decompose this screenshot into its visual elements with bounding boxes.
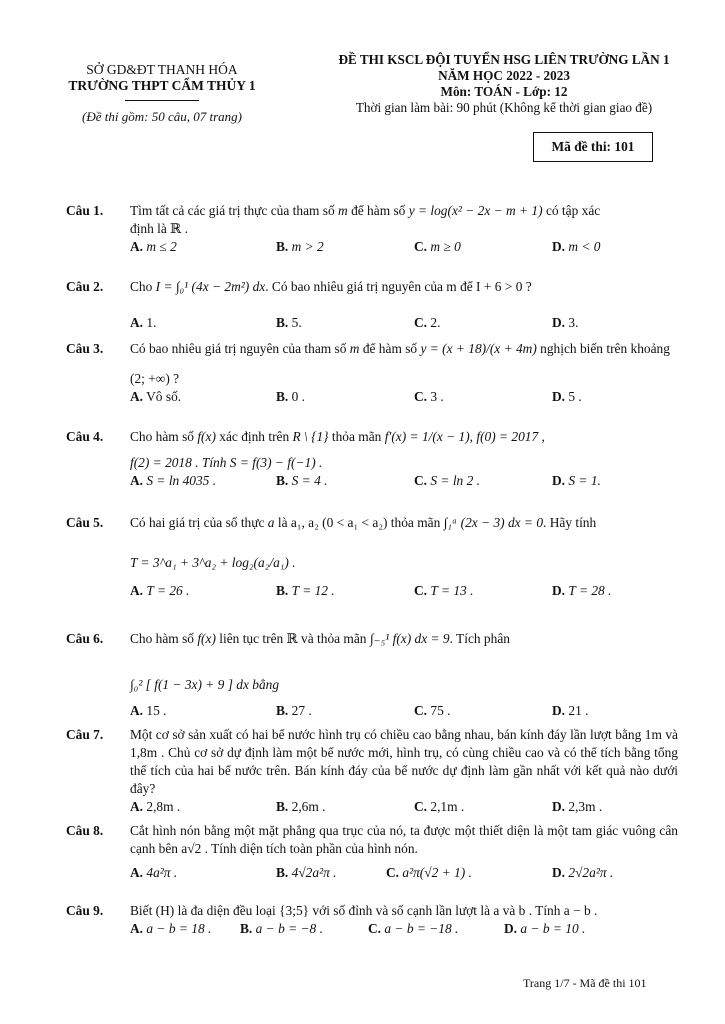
- option-b[interactable]: B. 5.: [276, 315, 302, 330]
- option-b[interactable]: B. m > 2: [276, 239, 324, 254]
- answer-options: [130, 920, 678, 938]
- question-body: Cắt hình nón bằng một mặt phẳng qua trục của nó, ta được một thiết diện là một tam giác vuông cân cạnh bên a√2 . Tính diện tích toàn phần của hình nón.: [130, 823, 678, 856]
- pages-note: (Đề thi gồm: 50 câu, 07 trang): [82, 109, 242, 124]
- option-c[interactable]: C. 2.: [414, 315, 441, 330]
- question-body: Biết (H) là đa diện đều loại {3;5} với số đỉnh và số cạnh lần lượt là a và b . Tính a − b .: [130, 903, 598, 918]
- option-c[interactable]: C. S = ln 2 .: [414, 473, 480, 488]
- option-c[interactable]: C. a²π(√2 + 1) .: [386, 865, 472, 880]
- school-name: TRƯỜNG THPT CẨM THỦY 1: [68, 78, 256, 93]
- question-number: Câu 1.: [66, 203, 104, 218]
- formula: ∫₁ᵃ (2x − 3) dx = 0: [443, 515, 544, 530]
- question-body: Tìm tất cả các giá trị thực của tham số m để hàm số y = log(x² − 2x − m + 1) có tập xác: [130, 203, 601, 218]
- answer-options: [130, 582, 678, 600]
- option-b[interactable]: B. 27 .: [276, 703, 312, 718]
- option-b[interactable]: B. S = 4 .: [276, 473, 328, 488]
- option-a[interactable]: A. m ≤ 2: [130, 239, 177, 254]
- option-c[interactable]: C. 75 .: [414, 703, 451, 718]
- formula: y = log(x² − 2x − m + 1): [408, 203, 543, 218]
- department-name: SỞ GD&ĐT THANH HÓA: [86, 62, 238, 77]
- question-body: Cho I = ∫₀¹ (4x − 2m²) dx. Có bao nhiêu giá trị nguyên của m để I + 6 > 0 ?: [130, 279, 532, 294]
- option-a[interactable]: A. 4a²π .: [130, 865, 178, 880]
- option-b[interactable]: B. a − b = −8 .: [240, 921, 323, 936]
- question-body-line2: định là ℝ .: [130, 221, 188, 236]
- header-right: [306, 52, 702, 116]
- option-d[interactable]: D. 2√2a²π .: [552, 865, 614, 880]
- question-body: Cho hàm số f(x) liên tục trên ℝ và thỏa mãn ∫₋₅¹ f(x) dx = 9. Tích phân: [130, 631, 510, 646]
- exam-time: Thời gian làm bài: 90 phút (Không kể thời gian giao đề): [355, 100, 653, 115]
- question-7: [66, 726, 678, 816]
- header-left: [52, 62, 272, 125]
- option-c[interactable]: C. 3 .: [414, 389, 444, 404]
- question-9: [66, 902, 678, 938]
- option-b[interactable]: B. 4√2a²π .: [276, 865, 337, 880]
- option-a[interactable]: A. 1.: [130, 315, 157, 330]
- option-d[interactable]: D. 3.: [552, 315, 579, 330]
- option-d[interactable]: D. T = 28 .: [552, 583, 612, 598]
- option-a[interactable]: A. 2,8m .: [130, 799, 181, 814]
- question-number: Câu 8.: [66, 823, 104, 838]
- exam-code-box: Mã đề thi: 101: [533, 132, 653, 162]
- question-1: [66, 202, 678, 256]
- exam-title: ĐỀ THI KSCL ĐỘI TUYỂN HSG LIÊN TRƯỜNG LẦN 1: [338, 52, 670, 67]
- option-b[interactable]: B. 2,6m .: [276, 799, 326, 814]
- question-body-line2: (2; +∞) ?: [130, 371, 180, 386]
- option-d[interactable]: D. S = 1.: [552, 473, 601, 488]
- answer-options: [130, 702, 678, 720]
- question-body: Một cơ sở sản xuất có hai bể nước hình trụ có chiều cao bằng nhau, bán kính đáy lần lượt bằng 1m và 1,8m . Chủ cơ sở dự định làm một bể nước mới, hình trụ, có cùng chiều cao và có thể tích bằng tổng thể tích của hai bể nước trên. Bán kính đáy của bể nước dự định làm gần nhất với kết quả nào dưới đây?: [130, 727, 678, 796]
- option-d[interactable]: D. a − b = 10 .: [504, 921, 586, 936]
- option-c[interactable]: C. T = 13 .: [414, 583, 474, 598]
- question-number: Câu 2.: [66, 279, 104, 294]
- question-body: Có hai giá trị của số thực a là a₁, a₂ (0 < a₁ < a₂) thỏa mãn ∫₁ᵃ (2x − 3) dx = 0. Hãy tính: [130, 515, 597, 530]
- answer-options: [130, 238, 678, 256]
- header-divider: [125, 100, 199, 101]
- question-number: Câu 5.: [66, 515, 104, 530]
- option-d[interactable]: D. 21 .: [552, 703, 589, 718]
- formula: I = ∫₀¹ (4x − 2m²) dx: [155, 279, 266, 294]
- formula: ∫₋₅¹ f(x) dx = 9: [369, 631, 450, 646]
- option-a[interactable]: A. S = ln 4035 .: [130, 473, 217, 488]
- option-a[interactable]: A. a − b = 18 .: [130, 921, 212, 936]
- option-d[interactable]: D. 5 .: [552, 389, 582, 404]
- question-8: [66, 822, 678, 882]
- question-number: Câu 3.: [66, 341, 104, 356]
- option-c[interactable]: C. m ≥ 0: [414, 239, 461, 254]
- formula: f(x): [197, 631, 216, 646]
- question-body-line2: ∫₀² [ f(1 − 3x) + 9 ] dx bằng: [130, 677, 280, 692]
- option-c[interactable]: C. a − b = −18 .: [368, 921, 459, 936]
- question-3: [66, 340, 678, 406]
- option-a[interactable]: A. 15 .: [130, 703, 167, 718]
- question-number: Câu 6.: [66, 631, 104, 646]
- answer-options: [130, 864, 678, 882]
- option-b[interactable]: B. 0 .: [276, 389, 306, 404]
- formula: y = (x + 18)/(x + 4m): [420, 341, 537, 356]
- option-c[interactable]: C. 2,1m .: [414, 799, 465, 814]
- option-d[interactable]: D. m < 0: [552, 239, 601, 254]
- question-body: Có bao nhiêu giá trị nguyên của tham số m để hàm số y = (x + 18)/(x + 4m) nghịch biến trên khoảng: [130, 341, 670, 356]
- question-4: [66, 428, 678, 490]
- question-5: [66, 514, 678, 600]
- question-number: Câu 9.: [66, 903, 104, 918]
- question-number: Câu 4.: [66, 429, 104, 444]
- question-2: [66, 278, 678, 332]
- question-body: Cho hàm số f(x) xác định trên R \ {1} thỏa mãn f′(x) = 1/(x − 1), f(0) = 2017 ,: [130, 429, 545, 444]
- option-d[interactable]: D. 2,3m .: [552, 799, 603, 814]
- question-number: Câu 7.: [66, 727, 104, 742]
- formula: f(x): [197, 429, 216, 444]
- answer-options: [130, 472, 678, 490]
- subject: Môn: TOÁN - Lớp: 12: [440, 84, 568, 99]
- question-body-line2: T = 3^a₁ + 3^a₂ + log₂(a₂/a₁) .: [130, 555, 296, 570]
- option-a[interactable]: A. Vô số.: [130, 389, 182, 404]
- school-year: NĂM HỌC 2022 - 2023: [438, 68, 570, 83]
- formula: f′(x) = 1/(x − 1): [384, 429, 470, 444]
- question-6: [66, 630, 678, 720]
- page-footer: Trang 1/7 - Mã đề thi 101: [523, 976, 647, 990]
- option-b[interactable]: B. T = 12 .: [276, 583, 335, 598]
- option-a[interactable]: A. T = 26 .: [130, 583, 190, 598]
- question-body-line2: f(2) = 2018 . Tính S = f(3) − f(−1) .: [130, 455, 323, 470]
- answer-options: [130, 798, 678, 816]
- answer-options: [130, 388, 678, 406]
- answer-options: [130, 314, 678, 332]
